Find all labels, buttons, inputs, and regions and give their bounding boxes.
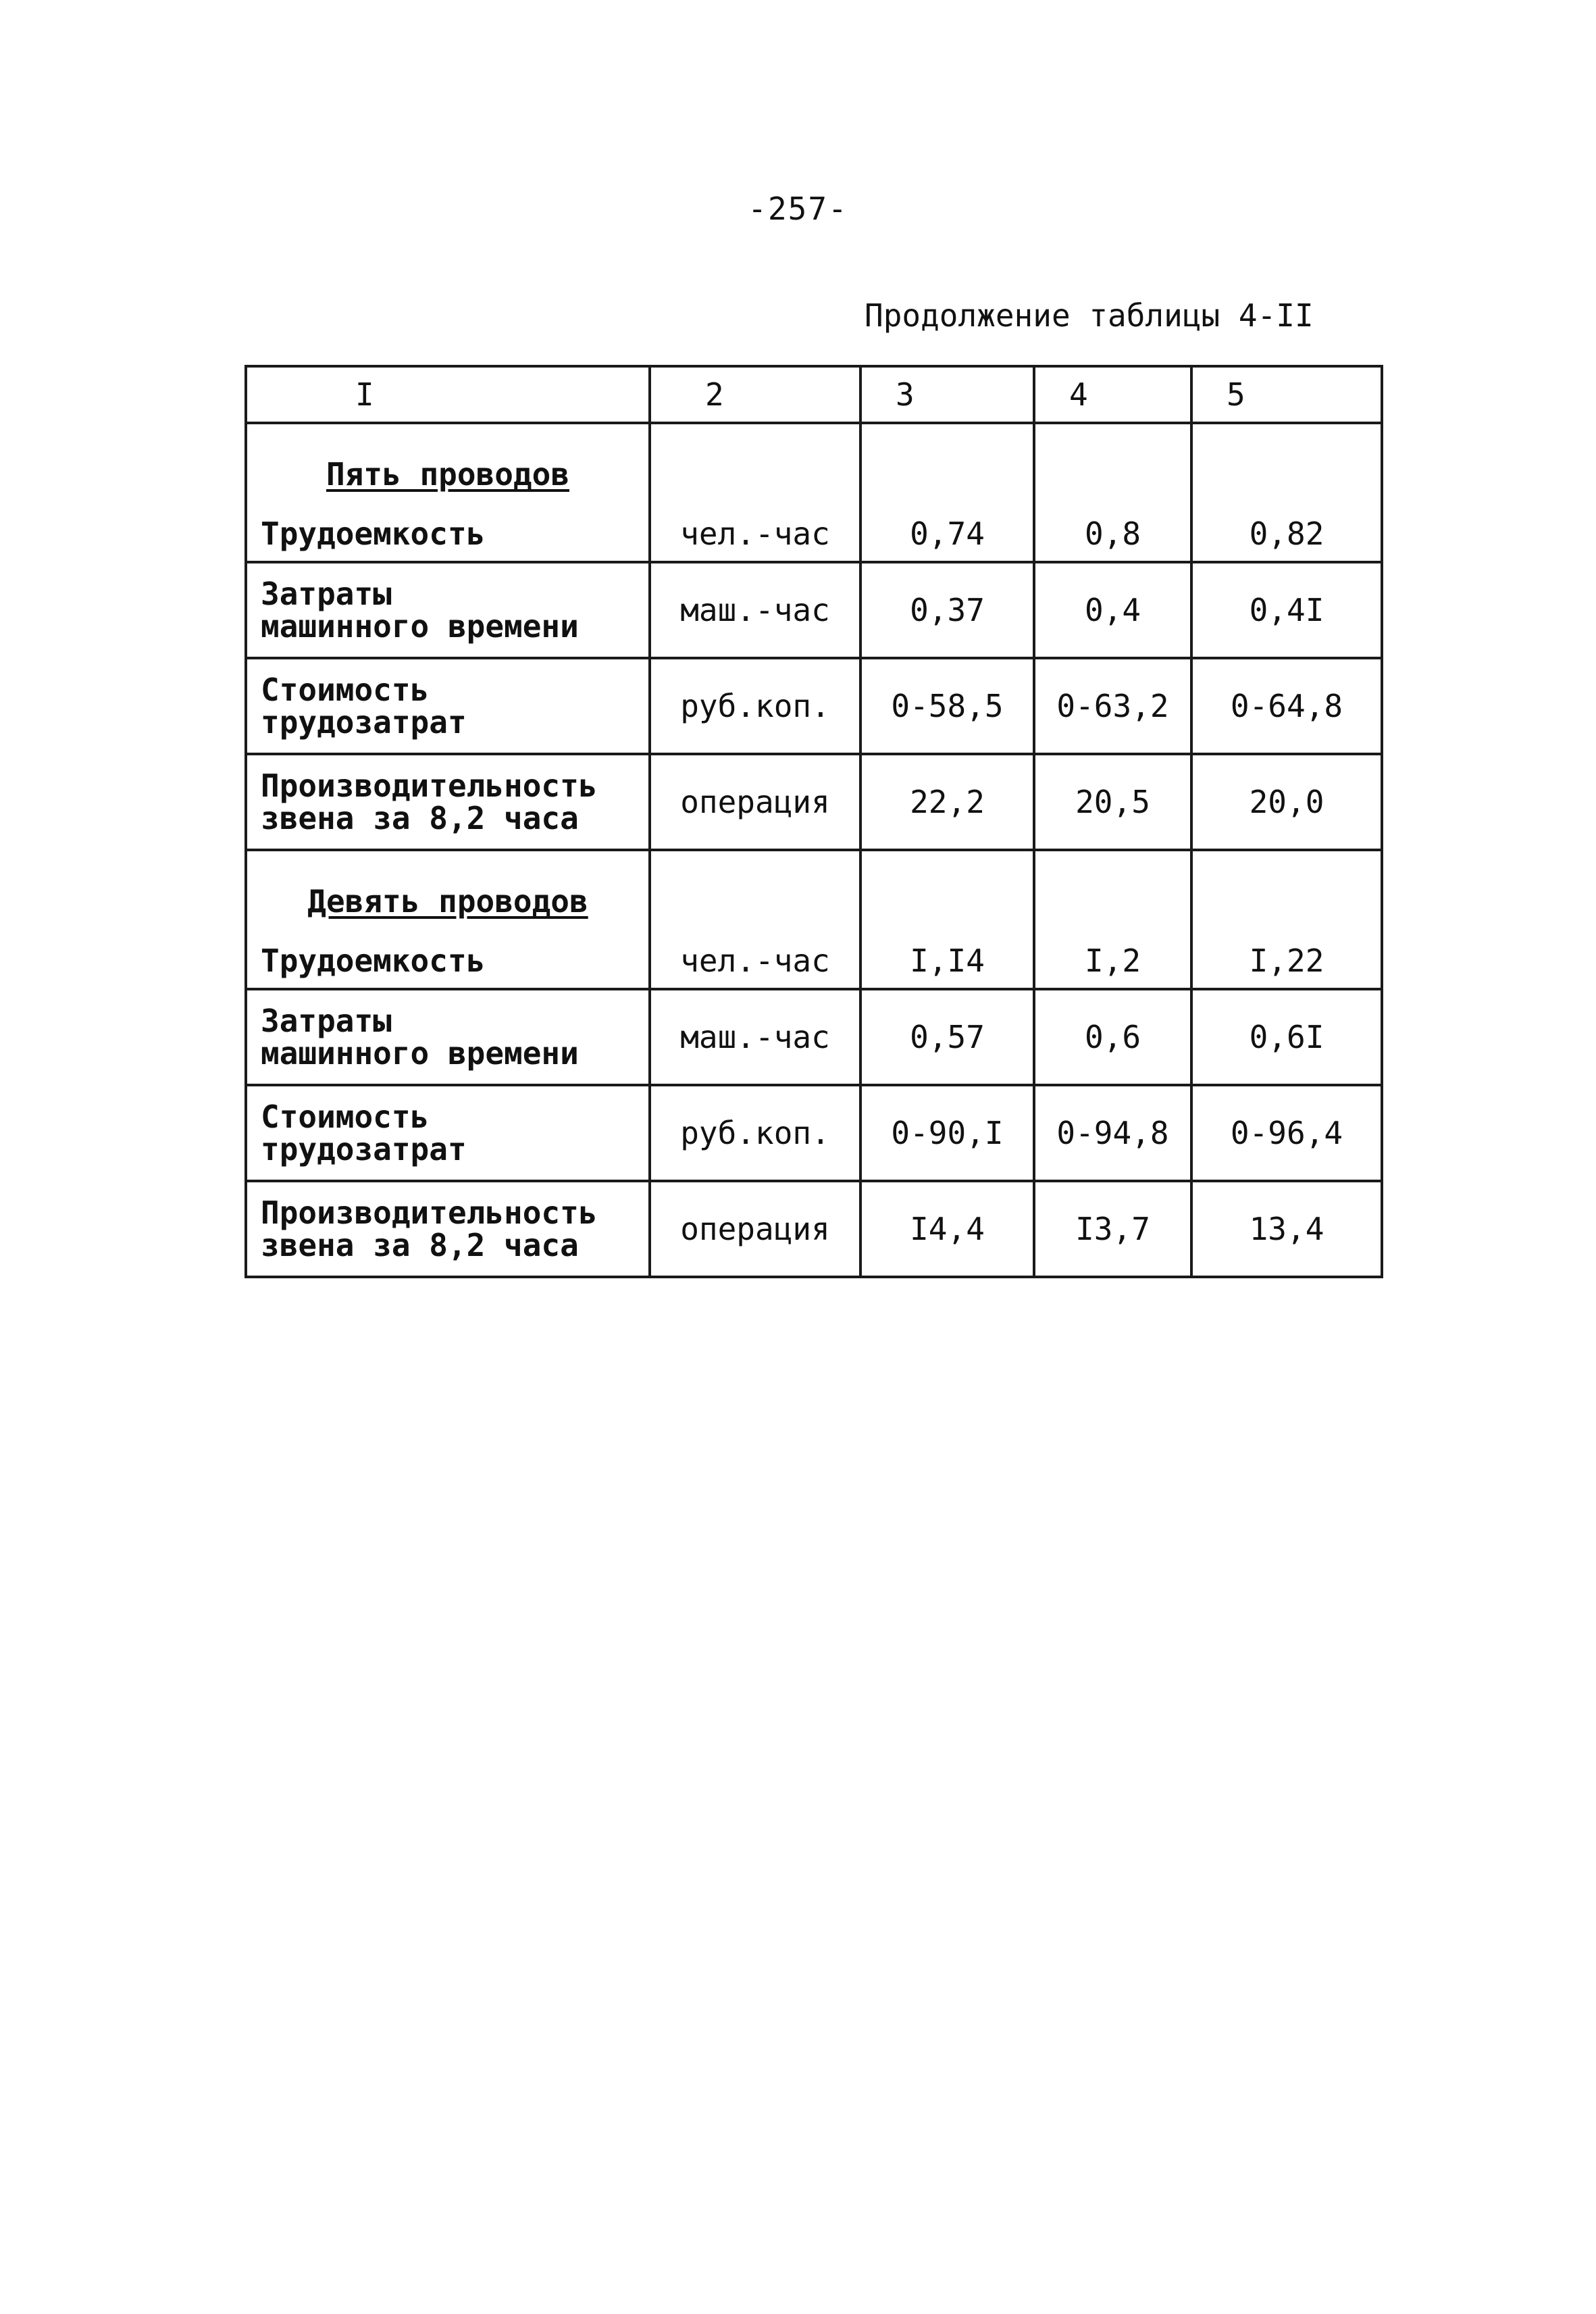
row-label-cell: [246, 1181, 650, 1277]
row-label-cell: [246, 423, 650, 562]
table-row: [246, 850, 1382, 989]
row-label: Затраты машинного времени: [261, 576, 579, 645]
value-cell-col4: 0-94,8: [1034, 1085, 1191, 1181]
row-label: Трудоемкость: [261, 515, 486, 552]
value-cell-col3: I4,4: [860, 1181, 1034, 1277]
unit-cell: руб.коп.: [650, 658, 860, 754]
value-cell-col3: 0,57: [860, 989, 1034, 1085]
value-cell-col3: 0,37: [860, 562, 1034, 658]
unit-cell: чел.-час: [650, 850, 860, 989]
column-header-4: 4: [1034, 366, 1191, 423]
value-cell-col5: 13,4: [1191, 1181, 1382, 1277]
section-title: Девять проводов: [307, 883, 588, 920]
row-label: Затраты машинного времени: [261, 1003, 579, 1072]
table-row: [246, 1181, 1382, 1277]
row-label-cell: [246, 989, 650, 1085]
section-title: Пять проводов: [326, 456, 570, 493]
value-cell-col5: 0,6I: [1191, 989, 1382, 1085]
row-label: Производительность звена за 8,2 часа: [261, 1194, 598, 1263]
value-cell-col4: 0-63,2: [1034, 658, 1191, 754]
row-label-cell: [246, 562, 650, 658]
value-cell-col5: 0,82: [1191, 423, 1382, 562]
unit-cell: маш.-час: [650, 989, 860, 1085]
row-label: Производительность звена за 8,2 часа: [261, 768, 598, 836]
value-cell-col4: I,2: [1034, 850, 1191, 989]
row-label: Стоимость трудозатрат: [261, 672, 467, 740]
value-cell-col3: 0,74: [860, 423, 1034, 562]
table-row: [246, 1085, 1382, 1181]
table-row: [246, 562, 1382, 658]
row-label-cell: [246, 1085, 650, 1181]
value-cell-col4: 0,6: [1034, 989, 1191, 1085]
value-cell-col5: 0-64,8: [1191, 658, 1382, 754]
table-header-row: [246, 366, 1382, 423]
value-cell-col5: 20,0: [1191, 754, 1382, 850]
row-label-cell: [246, 850, 650, 989]
table-row: [246, 423, 1382, 562]
unit-cell: чел.-час: [650, 423, 860, 562]
table-row: [246, 754, 1382, 850]
column-header-5: 5: [1191, 366, 1382, 423]
table-row: [246, 989, 1382, 1085]
unit-cell: руб.коп.: [650, 1085, 860, 1181]
value-cell-col4: 20,5: [1034, 754, 1191, 850]
column-header-1: I: [246, 366, 650, 423]
unit-cell: операция: [650, 754, 860, 850]
value-cell-col3: 22,2: [860, 754, 1034, 850]
value-cell-col4: I3,7: [1034, 1181, 1191, 1277]
row-label-cell: [246, 658, 650, 754]
column-header-3: 3: [860, 366, 1034, 423]
value-cell-col5: 0,4I: [1191, 562, 1382, 658]
table-continuation-note: Продолжение таблицы 4-II: [865, 297, 1314, 334]
unit-cell: операция: [650, 1181, 860, 1277]
value-cell-col5: I,22: [1191, 850, 1382, 989]
row-label-cell: [246, 754, 650, 850]
data-table: [244, 365, 1383, 1278]
value-cell-col5: 0-96,4: [1191, 1085, 1382, 1181]
value-cell-col3: 0-90,I: [860, 1085, 1034, 1181]
page-number: -257-: [748, 191, 848, 227]
table-row: [246, 658, 1382, 754]
value-cell-col3: 0-58,5: [860, 658, 1034, 754]
value-cell-col3: I,I4: [860, 850, 1034, 989]
column-header-2: 2: [650, 366, 860, 423]
row-label: Стоимость трудозатрат: [261, 1099, 467, 1167]
row-label: Трудоемкость: [261, 942, 486, 979]
value-cell-col4: 0,8: [1034, 423, 1191, 562]
value-cell-col4: 0,4: [1034, 562, 1191, 658]
unit-cell: маш.-час: [650, 562, 860, 658]
